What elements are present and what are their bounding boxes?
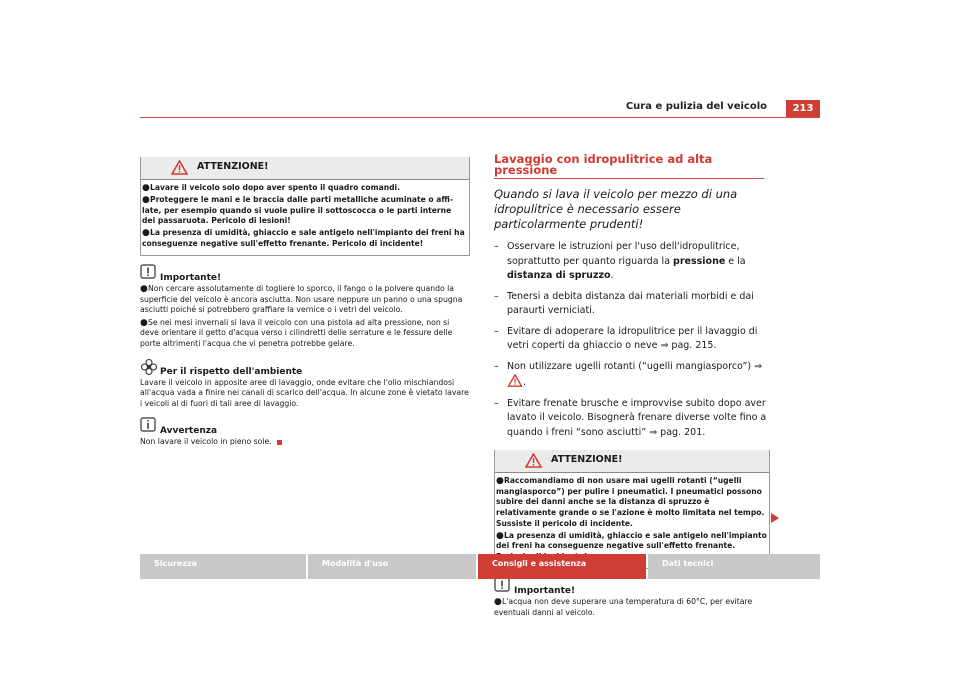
- step-item: – Evitare frenate brusche e improvvise subito dopo aver lavato il veicolo. Bisognerà frenare diverse volte fino a quando i freni “sono asciutti” ⇒ pag. 201.: [494, 397, 767, 438]
- warning-bullet: ●Proteggere le mani e le braccia dalle parti metalliche acuminate o affi-late, per esempio quando si vuole pulire il sottoscocca o le parti interne dei passaruota. Pericolo di lesioni!: [142, 195, 454, 226]
- warning-header: [495, 450, 769, 473]
- advice-title: Avvertenza: [160, 426, 218, 437]
- advice-note: [140, 417, 470, 448]
- warning-bullet: ●Raccomandiamo di non usare mai ugelli rotanti (“ugelli mangiasporco”) per pulire i pneumatici. I pneumatici possono subire dei danni anche se la distanza di spruzzo è relativamente grande o se l'azione è molto limitata nel tempo. Sussiste il pericolo di incidente.: [496, 476, 765, 528]
- warning-title: ATTENZIONE!: [197, 161, 269, 172]
- warning-bullet: ●La presenza di umidità, ghiaccio e sale antigelo nell'impianto dei freni ha conseguenze negative sull'effetto frenante.: [496, 530, 767, 551]
- important-bullet: ●Non cercare assolutamente di togliere lo sporco, il fango o la polvere quando la superficie del veicolo è ancora asciutta. Non usare neppure un panno o una spugna asciutti poiché si potrebbero graffiare la vernice o i vetri del veicolo.: [140, 284, 463, 315]
- environment-text: Lavare il veicolo in apposite aree di lavaggio, onde evitare che l'olio mischiandosi all'acqua vada a finire nei canali di scarico dell'acqua. In alcune zone è vietato lavare i veicoli al di fuori di tali aree di lavaggio.: [140, 377, 469, 408]
- important-title: Importante!: [160, 273, 222, 284]
- note-icon: [140, 417, 156, 433]
- step-item: – Osservare le istruzioni per l'uso dell'idropulitrice, soprattutto per quanto riguarda la pressione e la distanza di spruzzo.: [494, 241, 746, 282]
- advice-text: Non lavare il veicolo in pieno sole.: [140, 437, 470, 448]
- left-column: [140, 157, 470, 450]
- warning-title: ATTENZIONE!: [551, 454, 623, 466]
- page-header-title: Cura e pulizia del veicolo: [625, 101, 767, 112]
- step-item: – Non utilizzare ugelli rotanti (“ugelli mangiasporco”) ⇒ .: [494, 360, 763, 389]
- right-column: [494, 154, 770, 620]
- page-number: 213: [786, 100, 820, 117]
- flower-icon: [140, 358, 158, 376]
- tab-modalita-uso[interactable]: Modalità d'uso: [308, 554, 476, 579]
- step-item: – Tenersi a debita distanza dai materiali morbidi e dai paraurti verniciati.: [494, 290, 754, 317]
- tab-sicurezza[interactable]: Sicurezza: [140, 554, 306, 579]
- important-note: [140, 264, 470, 350]
- important-note: [494, 577, 770, 618]
- warning-box: [140, 157, 470, 256]
- environment-title: Per il rispetto dell'ambiente: [160, 366, 303, 377]
- important-bullet: ●L'acqua non deve superare una temperatura di 60°C, per evitare eventuali danni al veicolo.: [494, 596, 753, 617]
- warning-icon: [507, 374, 523, 387]
- warning-bullet: ●La presenza di umidità, ghiaccio e sale antigelo nell'impianto dei freni ha conseguenze negative sull'effetto frenante. Pericolo di incidente!: [142, 228, 465, 248]
- warning-icon: [525, 453, 542, 468]
- warning-header: [141, 157, 469, 180]
- tab-dati-tecnici[interactable]: Dati tecnici: [648, 554, 820, 579]
- warning-box: [494, 450, 770, 569]
- exclamation-icon: [140, 264, 156, 280]
- warning-icon: [171, 160, 188, 175]
- important-bullet: ●Se nei mesi invernali si lava il veicolo con una pistola ad alta pressione, non si deve orientare il getto d'acqua verso i cilindretti delle serrature e le fessure delle porte altrimenti l'acqua che vi penetra potrebbe gelare.: [140, 317, 453, 349]
- environment-note: [140, 358, 470, 410]
- tab-consigli-assistenza[interactable]: Consigli e assistenza: [478, 554, 646, 579]
- section-rule: [494, 178, 764, 179]
- warning-bullet: ●Lavare il veicolo solo dopo aver spento il quadro comandi.: [142, 183, 401, 193]
- end-marker-icon: [277, 440, 282, 445]
- step-item: – Evitare di adoperare la idropulitrice per il lavaggio di vetri coperti da ghiaccio o neve ⇒ pag. 215.: [494, 325, 758, 352]
- next-page-arrow-icon[interactable]: [770, 512, 780, 524]
- exclamation-icon: [494, 577, 510, 593]
- section-title: Lavaggio con idropulitrice ad alta pressione: [494, 152, 713, 177]
- important-title: Importante!: [514, 585, 576, 596]
- header-rule: [140, 117, 820, 118]
- section-intro: Quando si lava il veicolo per mezzo di una idropulitrice è necessario essere particolarmente prudenti!: [494, 187, 738, 232]
